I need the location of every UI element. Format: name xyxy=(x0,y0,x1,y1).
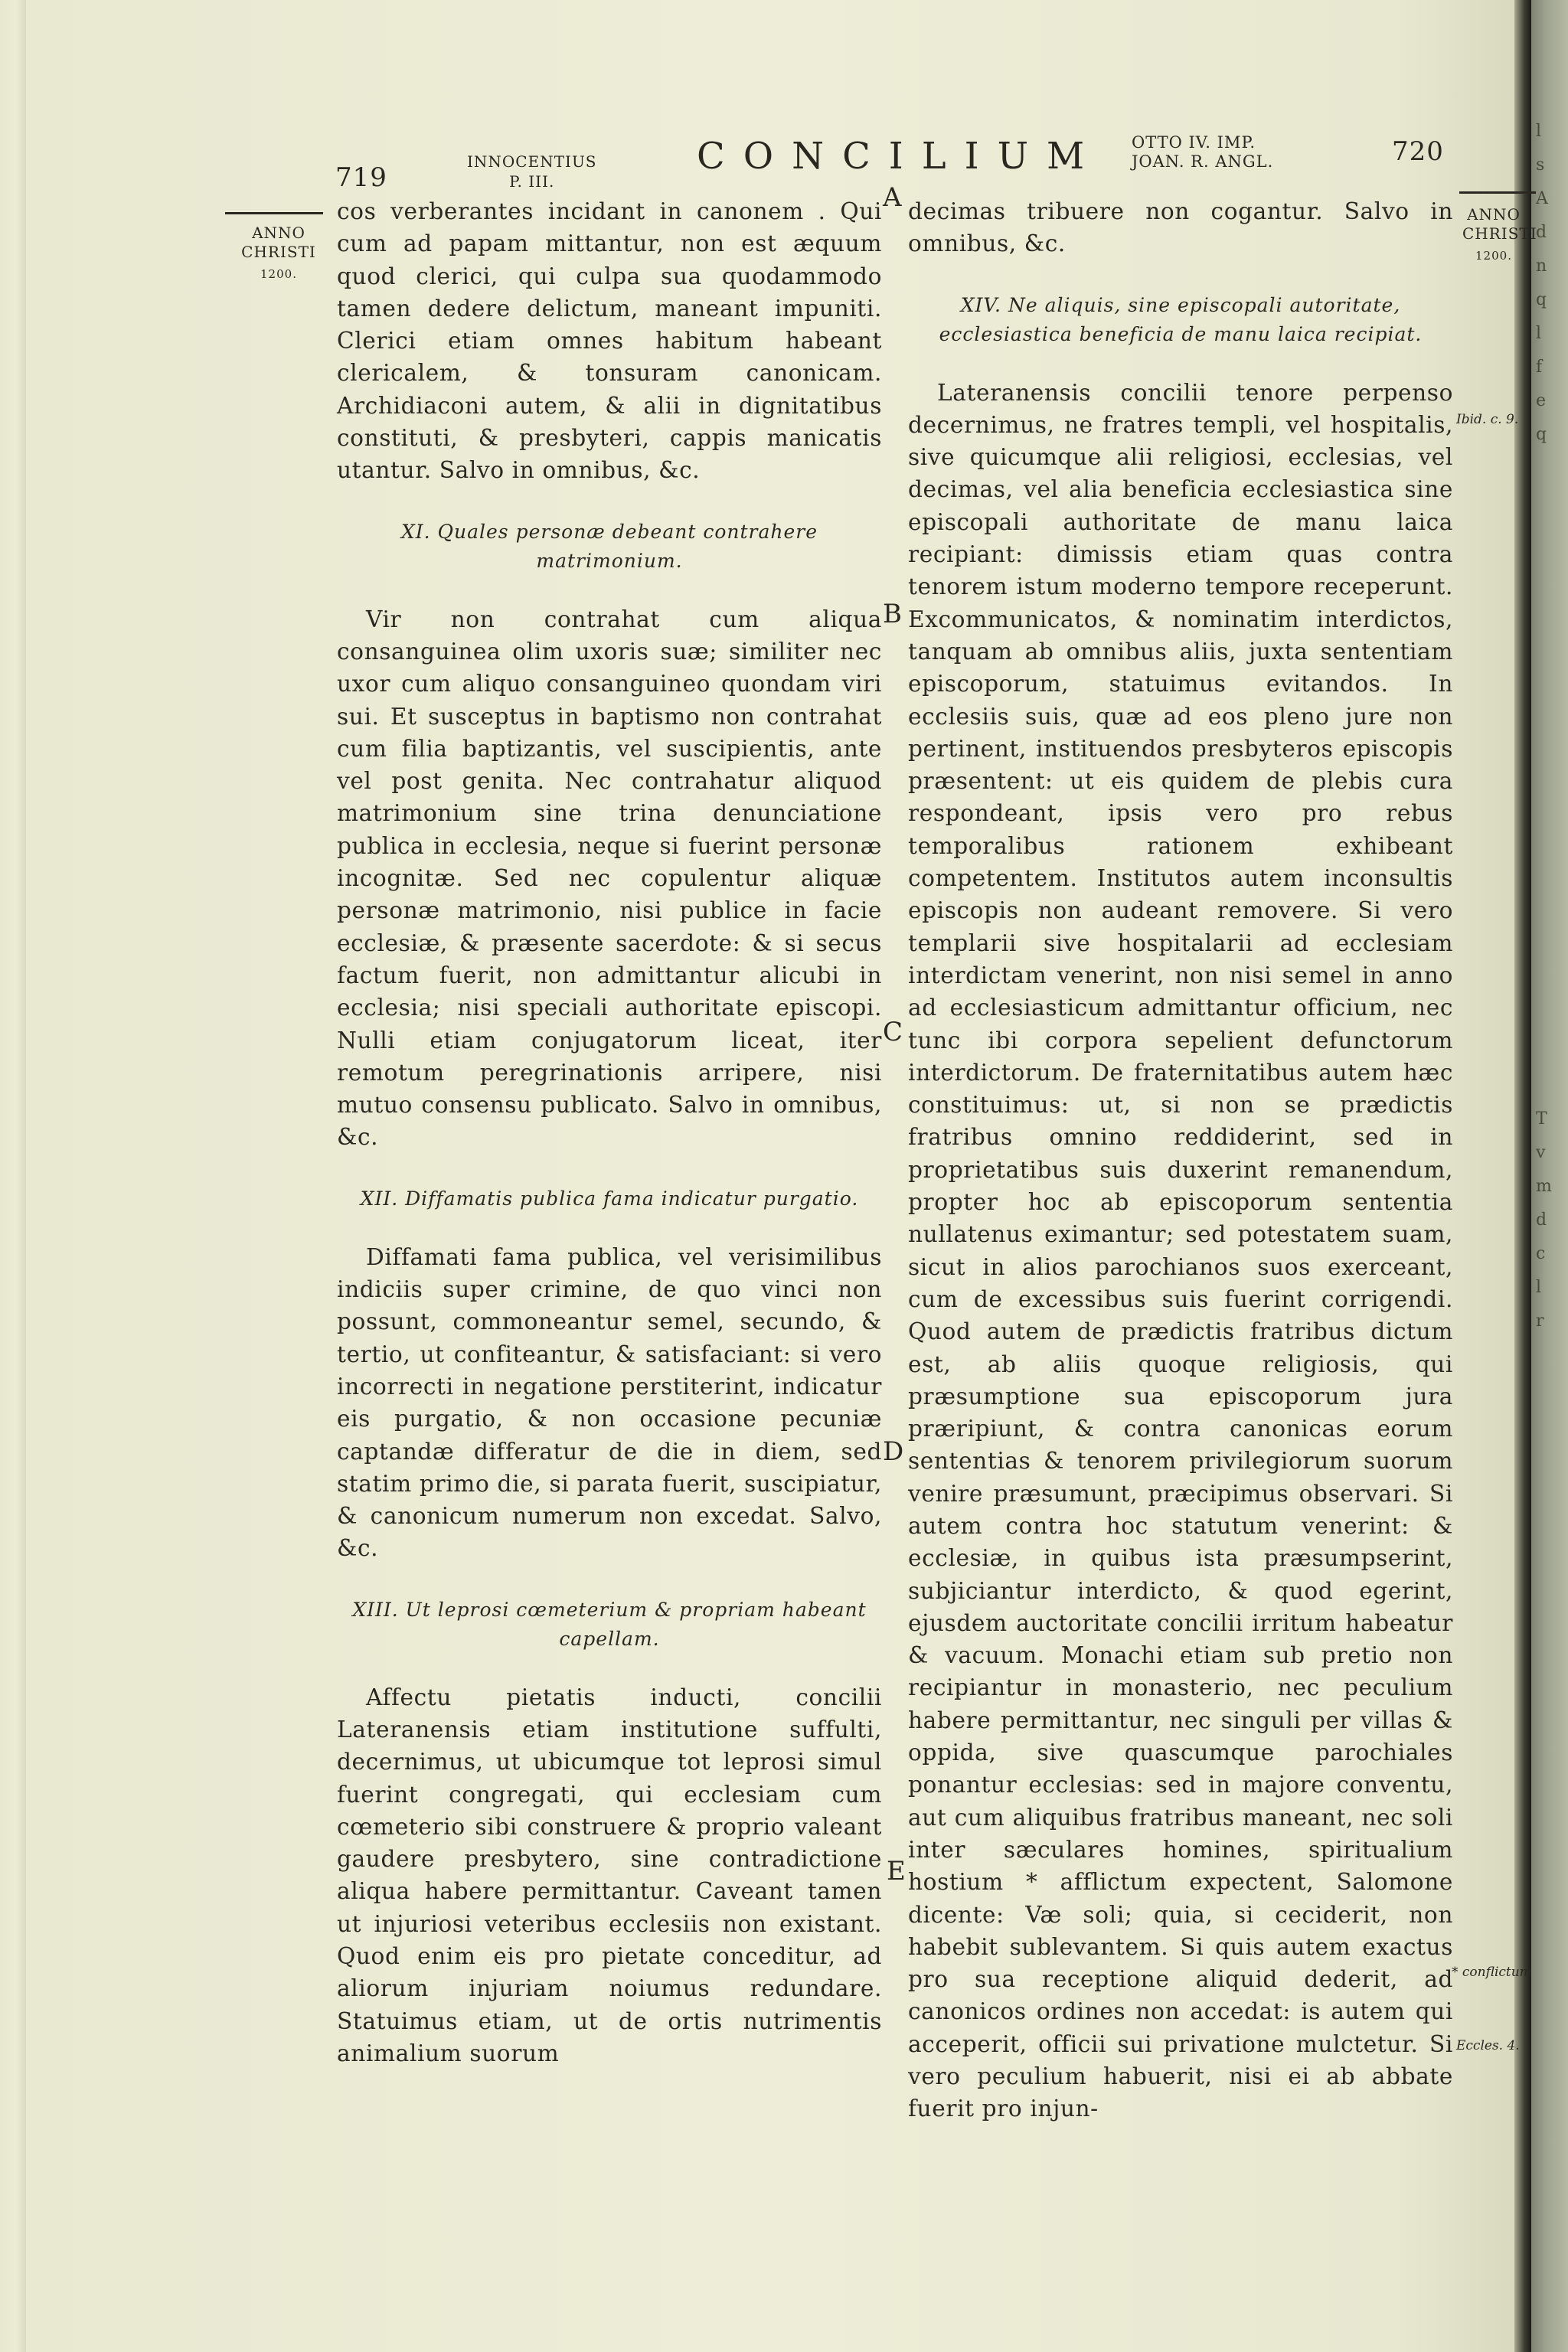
paragraph-canon-xii: Diffamati fama publica, vel verisimilibus indiciis super crimine, de quo vinci non possunt, commoneantur semel, secundo, & tertio, ut confiteantur, & satisfaciant: si vero incorrecti in negatione perstiterint, indicatur eis purgatio, & non occasione pecuniæ captandæ differatur de die in diem, sed statim primo die, si parata fuerit, suscipiatur, & canonicum numerum non excedat. Salvo, &c. xyxy=(337,1243,882,1562)
left-page-edge xyxy=(0,0,26,2352)
heading-canon-xii: XII. Diffamatis publica fama indicatur purgatio. xyxy=(360,1187,859,1210)
paragraph-canon-xi: Vir non contrahat cum aliqua consanguinea olim uxoris suæ; similiter nec uxor cum aliquo consanguineo quondam viri sui. Et susceptus in baptismo non contrahat cum filia baptizantis, vel suscipientis, ante vel post genita. Nec contrahatur aliquod matrimonium sine trina denunciatione publica in ecclesia, neque si fuerint personæ incognitæ. Sed nec copulentur aliquæ personæ matrimonio, nisi publice in facie ecclesiæ, & præsente sacerdote: & si secus factum fuerit, non admittantur alicubi in ecclesia; nisi speciali authoritate episcopi. Nulli etiam conjugatorum liceat, iter remotum peregrinationis arripere, nisi mutuo consensu publicato. Salvo in omnibus, &c. xyxy=(337,606,882,1151)
anno-right-christi: CHRISTI xyxy=(1462,224,1537,243)
running-header xyxy=(0,115,1568,207)
anno-left-christi: CHRISTI xyxy=(241,243,316,261)
header-pope-name: INNOCENTIUS xyxy=(467,152,597,171)
anno-right-word: ANNO xyxy=(1467,205,1521,224)
header-king: JOAN. R. ANGL. xyxy=(1132,152,1274,171)
header-emperor: OTTO IV. IMP. xyxy=(1132,133,1256,152)
next-page-sliver xyxy=(1531,0,1568,2352)
anno-christi-right xyxy=(1462,205,1537,266)
next-page-fragment-top: l s A d n q l f e q xyxy=(1536,122,1548,444)
book-gutter xyxy=(1514,0,1531,2352)
heading-canon-xiii: XIII. Ut leprosi cœmeterium & propriam habeant capellam. xyxy=(352,1598,867,1650)
next-page-fragment-mid: T v m d c l r xyxy=(1536,1109,1552,1331)
anno-christi-left xyxy=(240,224,317,284)
page-number-left: 719 xyxy=(335,162,387,193)
section-letter-a: A xyxy=(883,182,902,213)
page-number-right: 720 xyxy=(1392,136,1444,167)
margin-note-ibid: Ibid. c. 9. xyxy=(1456,412,1519,427)
margin-rule-left xyxy=(225,212,323,214)
margin-rule-right xyxy=(1459,191,1536,194)
anno-right-year: 1200. xyxy=(1475,249,1512,263)
heading-canon-xiv: XIV. Ne aliquis, sine episcopali autoritate, ecclesiastica beneficia de manu laica recipiat. xyxy=(939,293,1423,345)
section-letter-e: E xyxy=(887,1856,906,1886)
paragraph-canon-xiv: Lateranensis concilii tenore perpenso decernimus, ne fratres templi, vel hospitalis, sive quicumque alii religiosi, ecclesias, vel decimas, vel alia beneficia ecclesiastica sine episcopali authoritate de manu laica recipiant: dimissis etiam quas contra tenorem istum moderno tempore receperunt. Excommunicatos, & nominatim interdictos, tanquam ab omnibus aliis, juxta sententiam episcoporum, statuimus evitandos. In ecclesiis suis, quæ ad eos pleno jure non pertinent, instituendos presbyteros episcopis præsentent: ut eis quidem de plebis cura respondeant, ipsis vero pro rebus temporalibus rationem exhibeant competentem. Institutos autem inconsultis episcopis non audeant removere. Si vero templarii sive hospitalarii ad ecclesiam interdictam venerint, non nisi semel in anno ad ecclesiasticum admittantur officium, nec tunc ibi corpora sepelient defunctorum interdictorum. De fraternitatibus autem hæc constituimus: ut, si non se prædictis fratribus omnino reddiderint, sed in proprietatibus suis duxerint remanendum, propter hoc ab episcoporum sententia nullatenus eximantur; sed potestatem suam, sicut in alios parochianos suos exerceant, cum de excessibus suis fuerint corrigendi. Quod autem de prædictis fratribus dictum est, ab aliis quoque religiosis, qui præsumptione sua episcoporum jura præripiunt, & contra canonicas eorum sententias & tenorem privilegiorum suorum venire præsumunt, præcipimus observari. Si autem contra hoc statutum venerint: & ecclesiæ, in quibus ista præsumpserint, subjiciantur interdicto, & quod egerint, ejusdem auctoritate concilii irritum habeatur & vacuum. Monachi etiam sub pretio non recipiantur in monasterio, nec peculium habere permittantur, nec singuli per villas & oppida, sive quascumque parochiales ponantur ecclesias: sed in majore conventu, aut cum aliquibus fratribus maneant, nec soli inter sæculares homines, spiritualium hostium * afflictum expectent, Salomone dicente: Væ soli; quia, si ceciderit, non habebit sublevantem. Si quis autem exactus pro sua receptione aliquid dederit, ad canonicos ordines non accedat: is autem qui acceperit, officii sui privatione mulctetur. Si vero peculium habuerit, nisi ei ab abbate fuerit pro injun- xyxy=(908,379,1453,2122)
left-column-opening-paragraph: cos verberantes incidant in canonem . Qui cum ad papam mittantur, non est æquum quod clerici, qui culpa sua quodammodo tamen dedere delictum, maneant impuniti. Clerici etiam omnes habitum habeant clericalem, & tonsuram canonicam. Archidiaconi autem, & alii in dignitatibus constituti, & presbyteri, cappis manicatis utantur. Salvo in omnibus, &c. xyxy=(337,198,882,484)
margin-note-conflictum: * conflictum xyxy=(1452,1965,1532,1980)
left-column xyxy=(337,195,882,2069)
anno-left-year: 1200. xyxy=(260,267,297,281)
anno-left-word: ANNO xyxy=(252,224,305,242)
right-column-opening-paragraph: decimas tribuere non cogantur. Salvo in omnibus, &c. xyxy=(908,198,1453,257)
header-rulers xyxy=(1132,133,1273,172)
header-pope-title: P. III. xyxy=(509,172,555,191)
margin-note-eccles: Eccles. 4. xyxy=(1456,2038,1520,2053)
paragraph-canon-xiii: Affectu pietatis inducti, concilii Lateranensis etiam institutione suffulti, decernimus, ut ubicumque tot leprosi simul fuerint congregati, qui ecclesiam cum cœmeterio sibi construere & proprio valeant gaudere presbytero, sine contradictione aliqua habere permittantur. Caveant tamen ut injuriosi veteribus ecclesiis non existant. Quod enim eis pro pietate conceditur, ad aliorum injuriam noiumus redundare. Statuimus etiam, ut de ortis nutrimentis animalium suorum xyxy=(337,1684,882,2066)
section-letter-c: C xyxy=(883,1017,903,1047)
heading-canon-xi: XI. Quales personæ debeant contrahere matrimonium. xyxy=(400,520,818,572)
right-column xyxy=(908,195,1453,2125)
header-title: CONCILIUM xyxy=(697,135,1103,178)
section-letter-d: D xyxy=(883,1436,904,1467)
section-letter-b: B xyxy=(883,599,902,629)
header-pope xyxy=(467,152,597,191)
